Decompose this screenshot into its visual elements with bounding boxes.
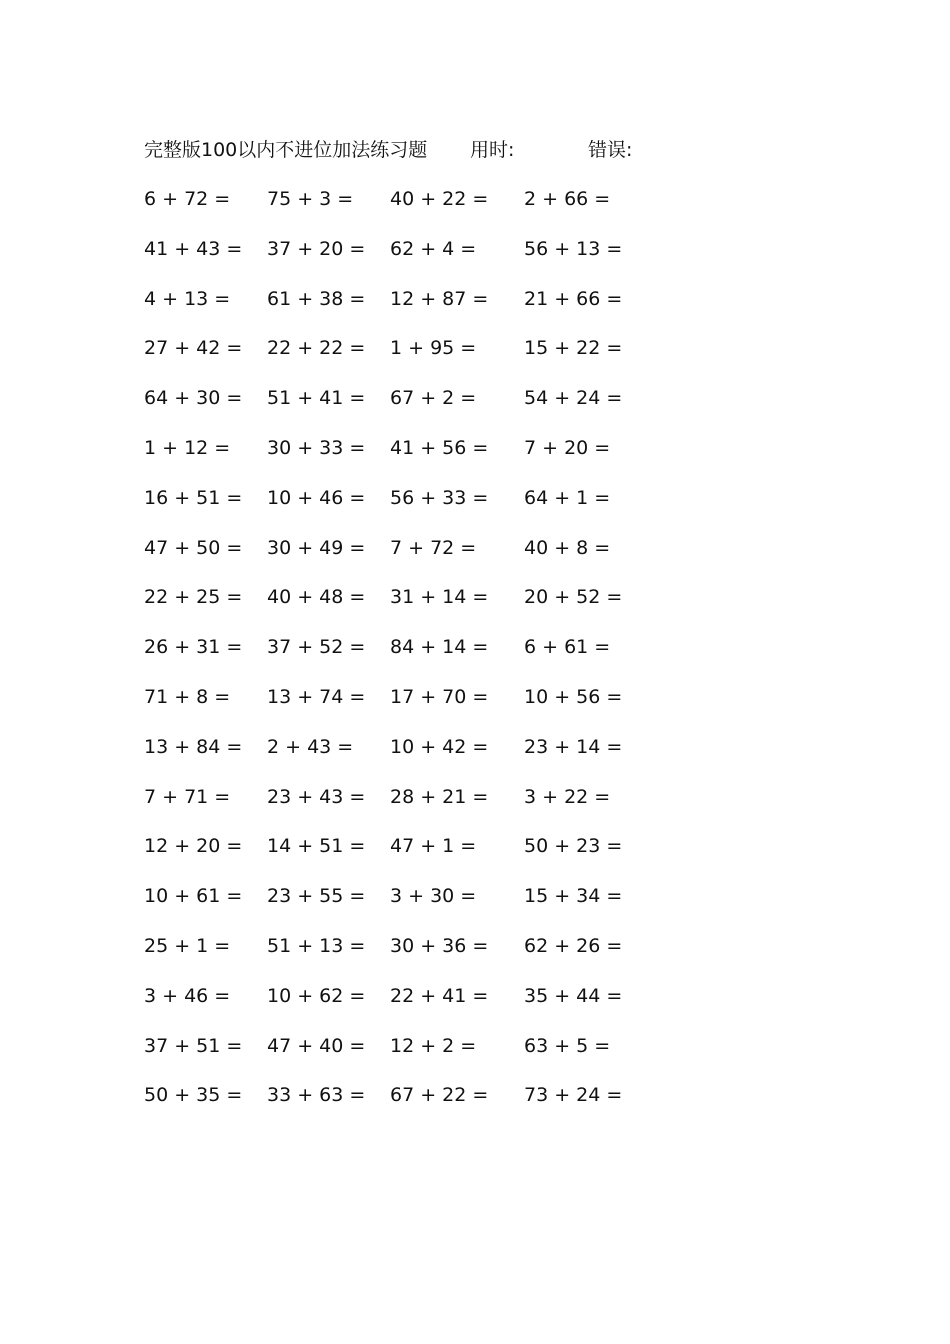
addition-problem: 64 + 1 = [524, 486, 611, 509]
addition-problem: 10 + 56 = [524, 685, 623, 708]
addition-problem: 10 + 62 = [267, 984, 366, 1007]
addition-problem: 30 + 49 = [267, 536, 366, 559]
addition-problem: 23 + 55 = [267, 885, 366, 908]
error-count-label: 错误: [588, 139, 633, 161]
addition-problem: 13 + 84 = [144, 735, 243, 758]
addition-problem: 7 + 72 = [390, 536, 477, 559]
addition-problem: 26 + 31 = [144, 636, 243, 659]
addition-problem: 41 + 56 = [390, 436, 489, 459]
addition-problem: 37 + 52 = [267, 636, 366, 659]
addition-problem: 28 + 21 = [390, 785, 489, 808]
addition-problem: 12 + 2 = [390, 1034, 477, 1057]
addition-problem: 37 + 20 = [267, 237, 366, 260]
addition-problem: 61 + 38 = [267, 287, 366, 310]
addition-problem: 56 + 33 = [390, 486, 489, 509]
addition-problem: 1 + 12 = [144, 436, 231, 459]
addition-problem: 3 + 46 = [144, 984, 231, 1007]
addition-problem: 64 + 30 = [144, 387, 243, 410]
addition-problem: 47 + 50 = [144, 536, 243, 559]
addition-problem: 33 + 63 = [267, 1084, 366, 1107]
addition-problem: 13 + 74 = [267, 685, 366, 708]
addition-problem: 71 + 8 = [144, 685, 231, 708]
addition-problem: 56 + 13 = [524, 237, 623, 260]
addition-problem: 6 + 61 = [524, 636, 611, 659]
addition-problem: 2 + 43 = [267, 735, 354, 758]
addition-problem: 7 + 20 = [524, 436, 611, 459]
addition-problem: 16 + 51 = [144, 486, 243, 509]
addition-problem: 37 + 51 = [144, 1034, 243, 1057]
addition-problem: 67 + 2 = [390, 387, 477, 410]
addition-problem: 50 + 35 = [144, 1084, 243, 1107]
addition-problem: 25 + 1 = [144, 934, 231, 957]
worksheet-title: 完整版100以内不进位加法练习题 [144, 139, 428, 161]
addition-problem: 50 + 23 = [524, 835, 623, 858]
addition-problem: 22 + 25 = [144, 586, 243, 609]
addition-problem: 15 + 22 = [524, 337, 623, 360]
addition-problem: 40 + 22 = [390, 188, 489, 210]
addition-problem: 40 + 8 = [524, 536, 611, 559]
addition-problem: 23 + 43 = [267, 785, 366, 808]
addition-problem: 1 + 95 = [390, 337, 477, 360]
addition-problem: 73 + 24 = [524, 1084, 623, 1107]
addition-problem: 10 + 46 = [267, 486, 366, 509]
addition-problem: 7 + 71 = [144, 785, 231, 808]
addition-problem: 63 + 5 = [524, 1034, 611, 1057]
addition-problem: 3 + 22 = [524, 785, 611, 808]
addition-problem: 47 + 40 = [267, 1034, 366, 1057]
addition-problem: 62 + 26 = [524, 934, 623, 957]
addition-problem: 30 + 36 = [390, 934, 489, 957]
addition-problem: 51 + 41 = [267, 387, 366, 410]
addition-problem: 75 + 3 = [267, 188, 354, 210]
addition-problem: 12 + 87 = [390, 287, 489, 310]
addition-problem: 3 + 30 = [390, 885, 477, 908]
addition-problem: 62 + 4 = [390, 237, 477, 260]
addition-problem: 84 + 14 = [390, 636, 489, 659]
addition-problem: 47 + 1 = [390, 835, 477, 858]
addition-problem: 21 + 66 = [524, 287, 623, 310]
addition-problem: 41 + 43 = [144, 237, 243, 260]
addition-problem: 12 + 20 = [144, 835, 243, 858]
addition-problem: 2 + 66 = [524, 188, 611, 210]
addition-problem: 27 + 42 = [144, 337, 243, 360]
time-used-label: 用时: [470, 139, 515, 161]
addition-problem: 22 + 22 = [267, 337, 366, 360]
addition-problem: 40 + 48 = [267, 586, 366, 609]
addition-problem: 30 + 33 = [267, 436, 366, 459]
addition-problem: 31 + 14 = [390, 586, 489, 609]
addition-problem: 6 + 72 = [144, 188, 231, 210]
addition-problem: 22 + 41 = [390, 984, 489, 1007]
addition-problem: 23 + 14 = [524, 735, 623, 758]
addition-problem: 54 + 24 = [524, 387, 623, 410]
addition-problem: 51 + 13 = [267, 934, 366, 957]
addition-problem: 15 + 34 = [524, 885, 623, 908]
addition-problem: 14 + 51 = [267, 835, 366, 858]
addition-problem: 10 + 42 = [390, 735, 489, 758]
addition-problem: 20 + 52 = [524, 586, 623, 609]
addition-problem: 35 + 44 = [524, 984, 623, 1007]
addition-problem: 4 + 13 = [144, 287, 231, 310]
addition-problem: 10 + 61 = [144, 885, 243, 908]
addition-problem: 17 + 70 = [390, 685, 489, 708]
addition-problem: 67 + 22 = [390, 1084, 489, 1107]
